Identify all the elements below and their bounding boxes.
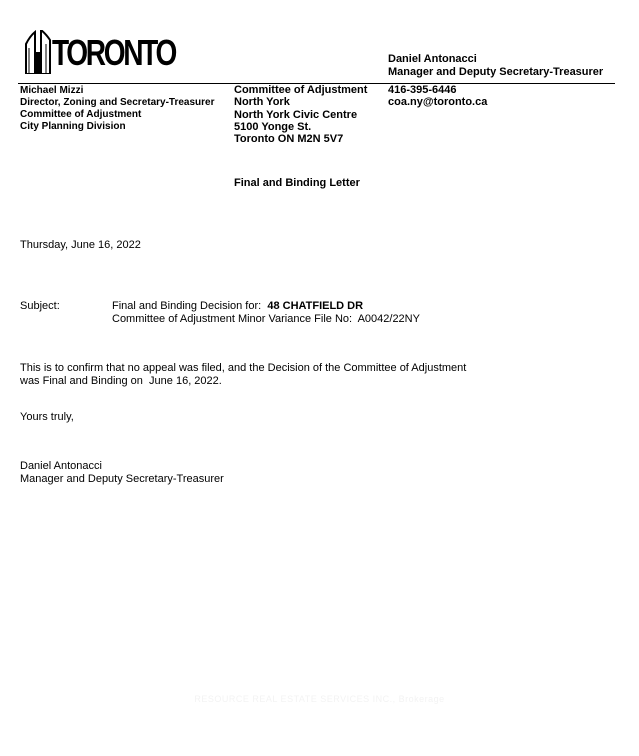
signature-name: Daniel Antonacci [20, 460, 102, 472]
header-contact-title: Manager and Deputy Secretary-Treasurer [388, 66, 604, 78]
city-logo [24, 30, 175, 79]
final-binding-date: June 16, 2022. [149, 375, 222, 387]
address-line-1: Committee of Adjustment [234, 84, 368, 96]
address-line-5: Toronto ON M2N 5V7 [234, 133, 344, 146]
signature-title: Manager and Deputy Secretary-Treasurer [20, 473, 224, 485]
subject-line-1-prefix: Final and Binding Decision for: [112, 300, 262, 312]
subject-address: 48 CHATFIELD DR [267, 300, 364, 312]
department-name: Committee of Adjustment [20, 109, 142, 120]
email-address[interactable]: coa.ny@toronto.ca [388, 96, 488, 109]
city-hall-icon [24, 30, 52, 74]
office-address-block [234, 84, 367, 145]
header-contact-name: Daniel Antonacci [388, 53, 477, 65]
subject-lines [112, 300, 420, 326]
logo-wordmark: TORONTO [52, 32, 175, 73]
body-line-2 [20, 375, 480, 388]
watermark: RESOURCE REAL ESTATE SERVICES INC., Brokerage [194, 694, 445, 704]
subject-label: Subject: [20, 300, 60, 312]
closing: Yours truly, [20, 411, 74, 423]
director-block [20, 85, 215, 133]
subject-line-2 [112, 313, 420, 326]
signature-block [20, 460, 224, 486]
file-number: A0042/22NY [357, 313, 420, 325]
letter-date: Thursday, June 16, 2022 [20, 239, 141, 251]
body-line-1: This is to confirm that no appeal was filed, and the Decision of the Committee of Adjustment [20, 362, 467, 374]
address-line-2: North York [234, 96, 290, 109]
director-title: Director, Zoning and Secretary-Treasurer [20, 97, 215, 108]
subject-line-1 [112, 300, 420, 313]
header-contact [388, 53, 603, 79]
address-line-3: North York Civic Centre [234, 108, 358, 121]
contact-block [388, 84, 487, 109]
division-name: City Planning Division [20, 121, 126, 132]
letter-title: Final and Binding Letter [234, 177, 360, 189]
body-line-2-text: was Final and Binding on [20, 375, 143, 387]
body-paragraph [20, 362, 480, 388]
director-name: Michael Mizzi [20, 85, 84, 96]
address-line-4: 5100 Yonge St. [234, 120, 312, 133]
subject-line-2-prefix: Committee of Adjustment Minor Variance File No: [112, 313, 353, 325]
phone-number: 416-395-6446 [388, 84, 457, 96]
